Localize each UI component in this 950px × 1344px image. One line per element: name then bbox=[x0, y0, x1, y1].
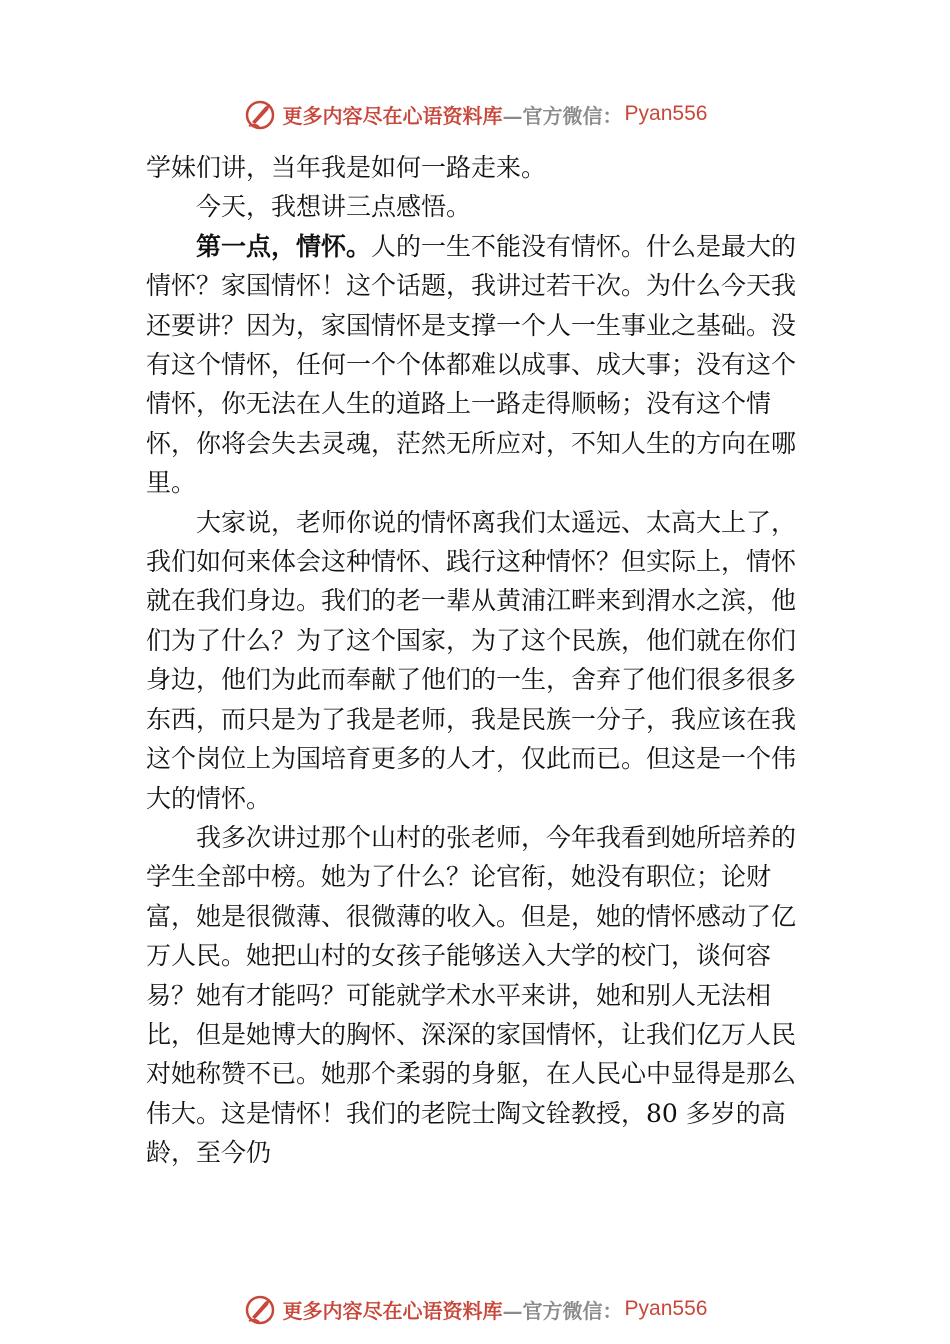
footer-sub-text: —官方微信： bbox=[502, 1298, 623, 1323]
header-main-text: 更多内容尽在心语资料库 bbox=[282, 103, 503, 128]
paragraph-text: 我多次讲过那个山村的张老师，今年我看到她所培养的学生全部中榜。她为了什么？论官衔，她没有职位；论财富，她是很微薄、很微薄的收入。但是，她的情怀感动了亿万人民。她把山村的女孩子能够送入大学的校门，谈何容易？她有才能吗？可能就学术水平来讲，她和别人无法相比，但是她博大的胸怀、深深的家国情怀，让我们亿万人民对她称赞不已。她那个柔弱的身躯，在人民心中显得是那么伟大。这是情怀！我们的老院士陶文铨教授，80 多岁的高龄，至今仍 bbox=[146, 822, 797, 1168]
header-sub-text: —官方微信： bbox=[502, 103, 623, 128]
paragraph-first-point bbox=[146, 227, 806, 503]
paragraph-text: 大家说，老师你说的情怀离我们太遥远、太高大上了，我们如何来体会这种情怀、践行这种情怀？但实际上，情怀就在我们身边。我们的老一辈从黄浦江畔来到渭水之滨，他们为了什么？为了这个国家，为了这个民族，他们就在你们身边，他们为此而奉献了他们的一生，舍弃了他们很多很多东西，而只是为了我是老师，我是民族一分子，我应该在我这个岗位上为国培育更多的人才，仅此而已。但这是一个伟大的情怀。 bbox=[146, 507, 797, 813]
footer-main-text: 更多内容尽在心语资料库 bbox=[282, 1298, 503, 1323]
footer-banner bbox=[0, 1289, 950, 1329]
document-body bbox=[146, 148, 806, 1173]
footer-account: Pyan556 bbox=[624, 1297, 708, 1320]
pen-logo-icon bbox=[243, 1291, 279, 1327]
paragraph-text: 人的一生不能没有情怀。什么是最大的情怀？家国情怀！这个话题，我讲过若干次。为什么今天我还要讲？因为，家国情怀是支撑一个人一生事业之基础。没有这个情怀，任何一个个体都难以成事、成大事；没有这个情怀，你无法在人生的道路上一路走得顺畅；没有这个情怀，你将会失去灵魂，茫然无所应对，不知人生的方向在哪里。 bbox=[146, 231, 797, 498]
pen-logo-icon bbox=[243, 96, 279, 132]
header-banner bbox=[0, 94, 950, 134]
header-account: Pyan556 bbox=[624, 102, 708, 125]
paragraph-intro: 今天，我想讲三点感悟。 bbox=[196, 192, 472, 222]
section-heading: 第一点，情怀。 bbox=[196, 231, 372, 261]
paragraph-continued: 学妹们讲，当年我是如何一路走来。 bbox=[146, 153, 547, 182]
